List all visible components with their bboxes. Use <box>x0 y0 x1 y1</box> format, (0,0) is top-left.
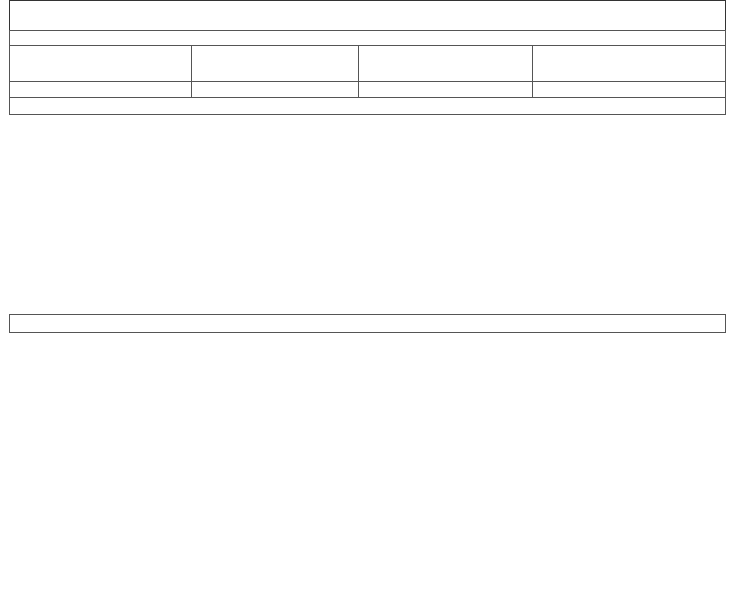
location-label <box>358 81 533 98</box>
parcel-value <box>191 81 359 98</box>
land-unit-label <box>358 45 533 82</box>
section-1-header <box>9 30 726 46</box>
section-2-header <box>9 97 726 115</box>
table-title <box>9 0 726 31</box>
project-name-value <box>191 45 359 82</box>
project-name-label <box>9 45 192 82</box>
location-value <box>532 81 726 98</box>
parcel-label <box>9 81 192 98</box>
tech-econ-table <box>9 0 726 591</box>
land-unit-value <box>532 45 726 82</box>
section-3-header <box>9 314 726 333</box>
